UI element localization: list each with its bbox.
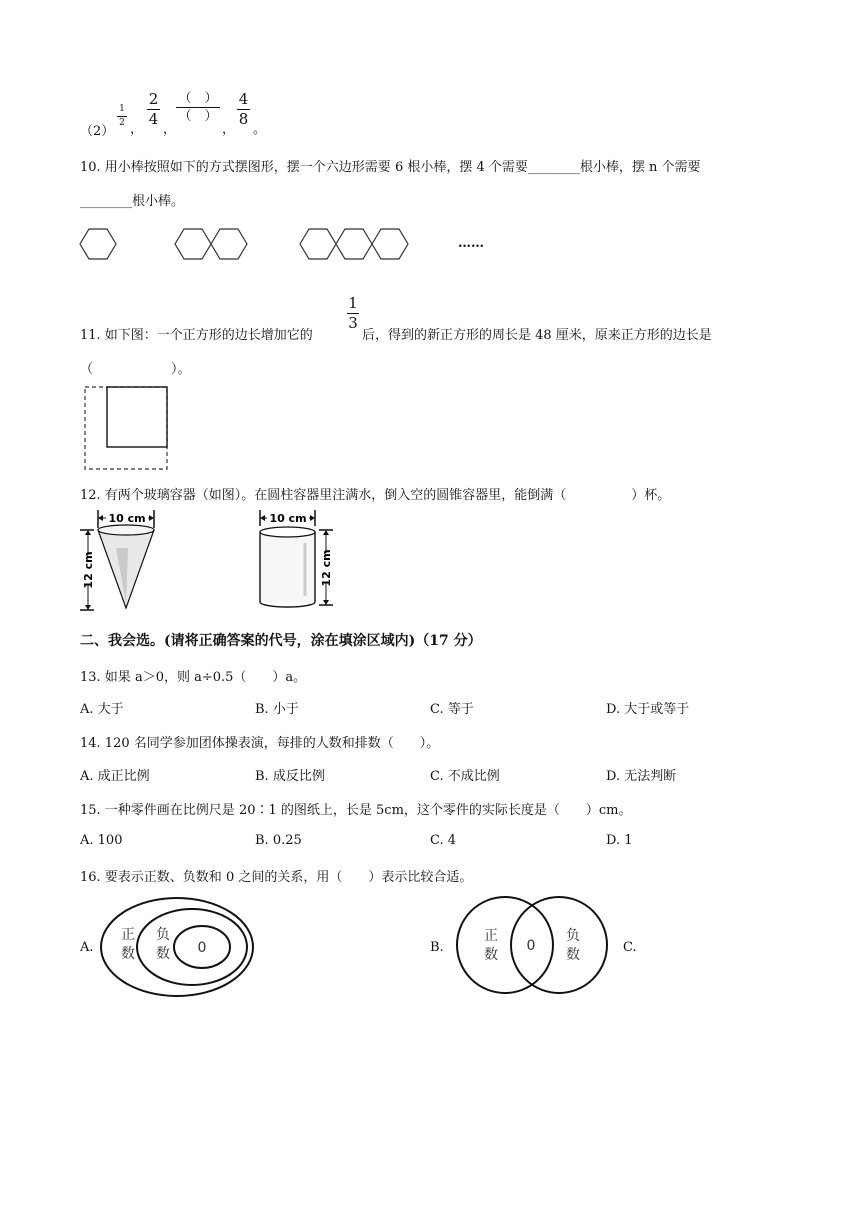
cone-width-label: 10 cm: [108, 512, 146, 525]
circle-negative: [511, 897, 607, 993]
cone-rim: [98, 525, 154, 535]
label-positive-1: 正: [121, 927, 135, 943]
q16-option-a[interactable]: A.: [80, 940, 94, 955]
q14-option-a[interactable]: A. 成正比例: [80, 769, 150, 784]
venn-label-negative-2: 数: [566, 947, 580, 963]
q14-option-c[interactable]: C. 不成比例: [430, 769, 500, 784]
label-positive-2: 数: [121, 946, 135, 962]
q15-option-d[interactable]: D. 1: [606, 833, 633, 848]
q9-part2-label: （2）: [80, 124, 115, 139]
q15-text: 15. 一种零件画在比例尺是 20∶1 的图纸上，长是 5cm，这个零件的实际长度是（ ）cm。: [80, 803, 632, 818]
cylinder-rim: [260, 527, 315, 537]
q13-option-b[interactable]: B. 小于: [255, 702, 299, 717]
q14-option-d[interactable]: D. 无法判断: [606, 769, 677, 784]
fraction-1-2: 1 2: [117, 105, 127, 128]
hexagon-2b: [211, 229, 247, 259]
q13-option-d[interactable]: D. 大于或等于: [606, 702, 690, 717]
q16-text: 16. 要表示正数、负数和 0 之间的关系，用（ ）表示比较合适。: [80, 870, 473, 885]
q13-text: 13. 如果 a＞0，则 a÷0.5（ ）a。: [80, 670, 307, 685]
venn-label-positive-1: 正: [484, 928, 498, 944]
original-square: [107, 387, 167, 447]
nested-ellipses-diagram: [100, 892, 280, 1002]
q15-option-a[interactable]: A. 100: [80, 833, 123, 848]
fraction-blank: （ ） （ ）: [176, 92, 220, 123]
q10-line2: ________根小棒。: [80, 194, 185, 209]
q10-line1: 10. 用小棒按照如下的方式摆图形，摆一个六边形需要 6 根小棒，摆 4 个需要________根小棒，摆 n 个需要: [80, 160, 701, 175]
q13-option-c[interactable]: C. 等于: [430, 702, 474, 717]
overlapping-circles-diagram: [450, 892, 620, 1002]
label-negative-1: 负: [156, 927, 170, 943]
cylinder-container-figure: [255, 508, 455, 618]
q11-line2: （ ）。: [80, 362, 191, 377]
hexagon-3b: [336, 229, 372, 259]
hexagon-2a: [175, 229, 211, 259]
hexagon-1: [80, 229, 116, 259]
q16-option-c[interactable]: C.: [623, 940, 637, 955]
cylinder-height-label: 12 cm: [320, 549, 333, 587]
cone-container-figure: [78, 508, 278, 618]
pattern-ellipsis: ……: [458, 236, 484, 251]
q15-option-b[interactable]: B. 0.25: [255, 833, 302, 848]
fraction-2-4: 2 4: [148, 90, 159, 128]
q12-text: 12. 有两个玻璃容器（如图）。在圆柱容器里注满水，倒入空的圆锥容器里，能倒满（ ）杯。: [80, 488, 671, 503]
hexagon-3a: [300, 229, 336, 259]
venn-label-zero: 0: [526, 938, 536, 954]
cylinder-width-label: 10 cm: [269, 512, 307, 525]
label-negative-2: 数: [156, 946, 170, 962]
label-zero: 0: [197, 940, 207, 956]
cone-height-label: 12 cm: [82, 551, 95, 589]
section-2-heading: 二、我会选。(请将正确答案的代号，涂在填涂区域内)（17 分）: [80, 633, 482, 649]
fraction-4-8: 4 8: [238, 90, 249, 128]
q13-option-a[interactable]: A. 大于: [80, 702, 124, 717]
circle-positive: [457, 897, 553, 993]
venn-label-negative-1: 负: [566, 928, 580, 944]
hexagon-3c: [372, 229, 408, 259]
q11-fraction-1-3: 1 3: [348, 294, 358, 332]
q15-option-c[interactable]: C. 4: [430, 833, 457, 848]
q16-option-b[interactable]: B.: [430, 940, 444, 955]
enlarged-square-dashed: [85, 387, 167, 469]
q14-text: 14. 120 名同学参加团体操表演，每排的人数和排数（ ）。: [80, 736, 440, 751]
q14-option-b[interactable]: B. 成反比例: [255, 769, 325, 784]
venn-label-positive-2: 数: [484, 947, 498, 963]
square-enlargement-figure: [80, 382, 180, 472]
q11-text-before: 11. 如下图：一个正方形的边长增加它的: [80, 328, 313, 343]
q11-text-after: 后，得到的新正方形的周长是 48 厘米，原来正方形的边长是: [362, 328, 712, 343]
hexagon-pattern-figure: [0, 224, 860, 284]
